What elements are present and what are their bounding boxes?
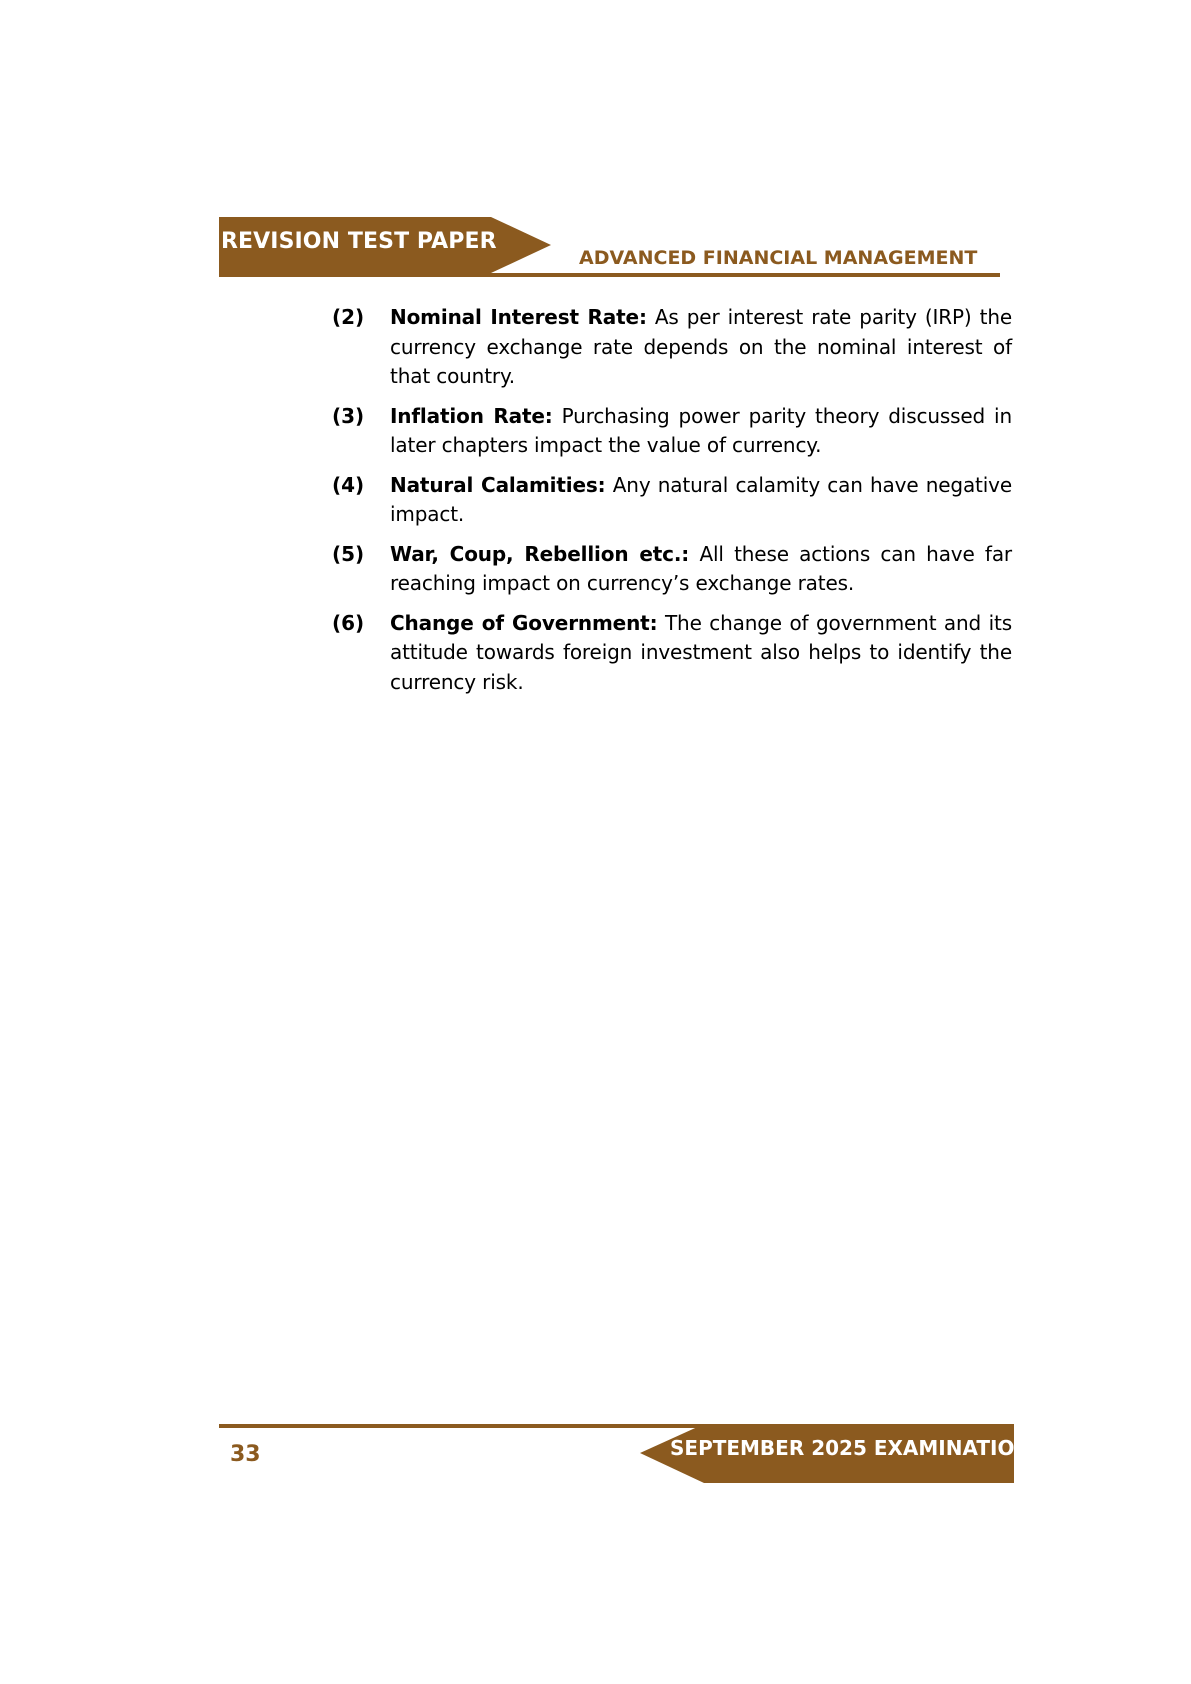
- item-number: (4): [332, 472, 365, 497]
- exam-label: SEPTEMBER 2025 EXAMINATION: [670, 1436, 1032, 1460]
- list-item: [332, 402, 1012, 461]
- item-title: Natural Calamities:: [390, 472, 606, 497]
- item-paragraph: [390, 609, 1012, 698]
- header-divider: [219, 273, 1000, 277]
- item-number: (6): [332, 610, 365, 635]
- item-body: The change of government and its attitude towards foreign investment also helps to identify the currency risk.: [390, 610, 1012, 694]
- page-number: 33: [230, 1442, 261, 1467]
- item-paragraph: [390, 540, 1012, 599]
- item-body: As per interest rate parity (IRP) the currency exchange rate depends on the nominal interest of that country.: [390, 305, 1013, 388]
- item-number: (5): [332, 541, 365, 566]
- item-paragraph: [390, 303, 1012, 392]
- item-title: War, Coup, Rebellion etc.:: [390, 541, 690, 566]
- list-item: [332, 540, 1012, 599]
- item-body: All these actions can have far reaching impact on currency’s exchange rates.: [390, 541, 1012, 595]
- list-item: [332, 471, 1012, 530]
- item-body: Purchasing power parity theory discussed in later chapters impact the value of currency.: [390, 403, 1012, 457]
- item-paragraph: [390, 402, 1012, 461]
- item-number: (3): [332, 403, 365, 428]
- item-number: (2): [332, 305, 365, 329]
- header-title: REVISION TEST PAPER: [221, 229, 497, 254]
- item-title: Change of Government:: [390, 610, 658, 635]
- item-paragraph: [390, 471, 1012, 530]
- content-list: [332, 303, 1012, 707]
- item-title: Inflation Rate:: [390, 403, 553, 428]
- list-item: [332, 609, 1012, 698]
- header-subject: ADVANCED FINANCIAL MANAGEMENT: [579, 247, 978, 269]
- list-item: [332, 303, 1012, 392]
- item-title: Nominal Interest Rate:: [390, 305, 647, 329]
- item-body: Any natural calamity can have negative impact.: [390, 472, 1012, 526]
